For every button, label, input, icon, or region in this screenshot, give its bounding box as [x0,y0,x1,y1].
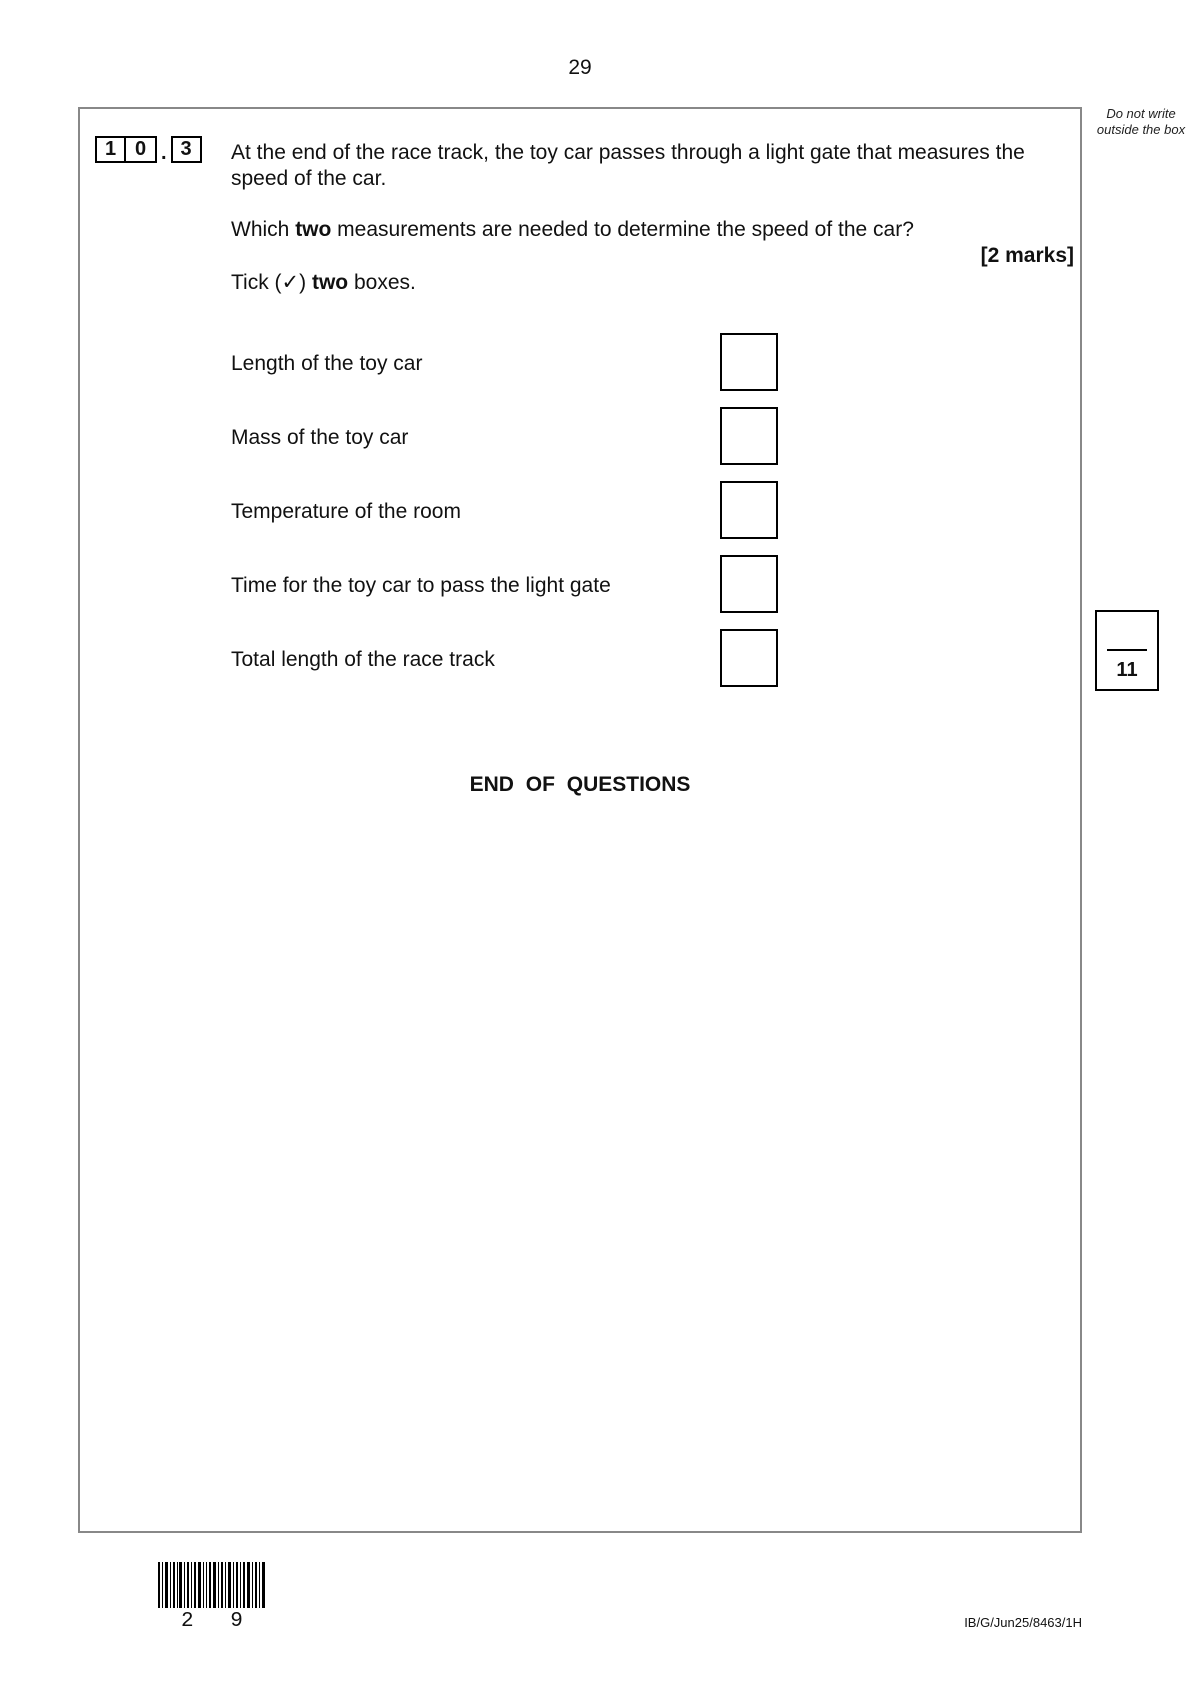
option-label-time-light-gate: Time for the toy car to pass the light gate [231,574,611,597]
question-text: At the end of the race track, the toy car passes through a light gate that measures the speed of the car. [231,141,1025,190]
option-label-mass-of-car: Mass of the toy car [231,426,409,449]
option-label-track-length: Total length of the race track [231,648,495,671]
barcode-digits: 2 9 [181,1610,255,1633]
score-total: 11 [1116,659,1138,681]
question-sub-digit: 3 [171,136,202,163]
option-checkbox-mass-of-car[interactable] [720,407,778,465]
question-digit-1: 1 [95,136,126,163]
question-number [95,136,202,163]
answer-frame [78,107,1082,1533]
barcode [158,1562,268,1608]
question-dot: . [161,142,167,164]
option-label-temperature: Temperature of the room [231,500,461,523]
option-label-length-of-car: Length of the toy car [231,352,423,375]
option-checkbox-track-length[interactable] [720,629,778,687]
question-digit-2: 0 [126,136,157,163]
option-checkbox-length-of-car[interactable] [720,333,778,391]
marks-label: [2 marks] [980,244,1074,267]
end-of-questions: END OF QUESTIONS [469,773,691,796]
score-line [1107,649,1147,651]
tick-instruction: Tick (✓) two boxes. [231,271,416,294]
option-checkbox-time-light-gate[interactable] [720,555,778,613]
paper-code: IB/G/Jun25/8463/1H [964,1615,1082,1630]
margin-note: Do not write outside the box [1096,106,1186,137]
score-box [1095,610,1159,691]
page-number: 29 [568,56,592,79]
which-prompt: Which two measurements are needed to determine the speed of the car? [231,218,914,241]
option-checkbox-temperature[interactable] [720,481,778,539]
